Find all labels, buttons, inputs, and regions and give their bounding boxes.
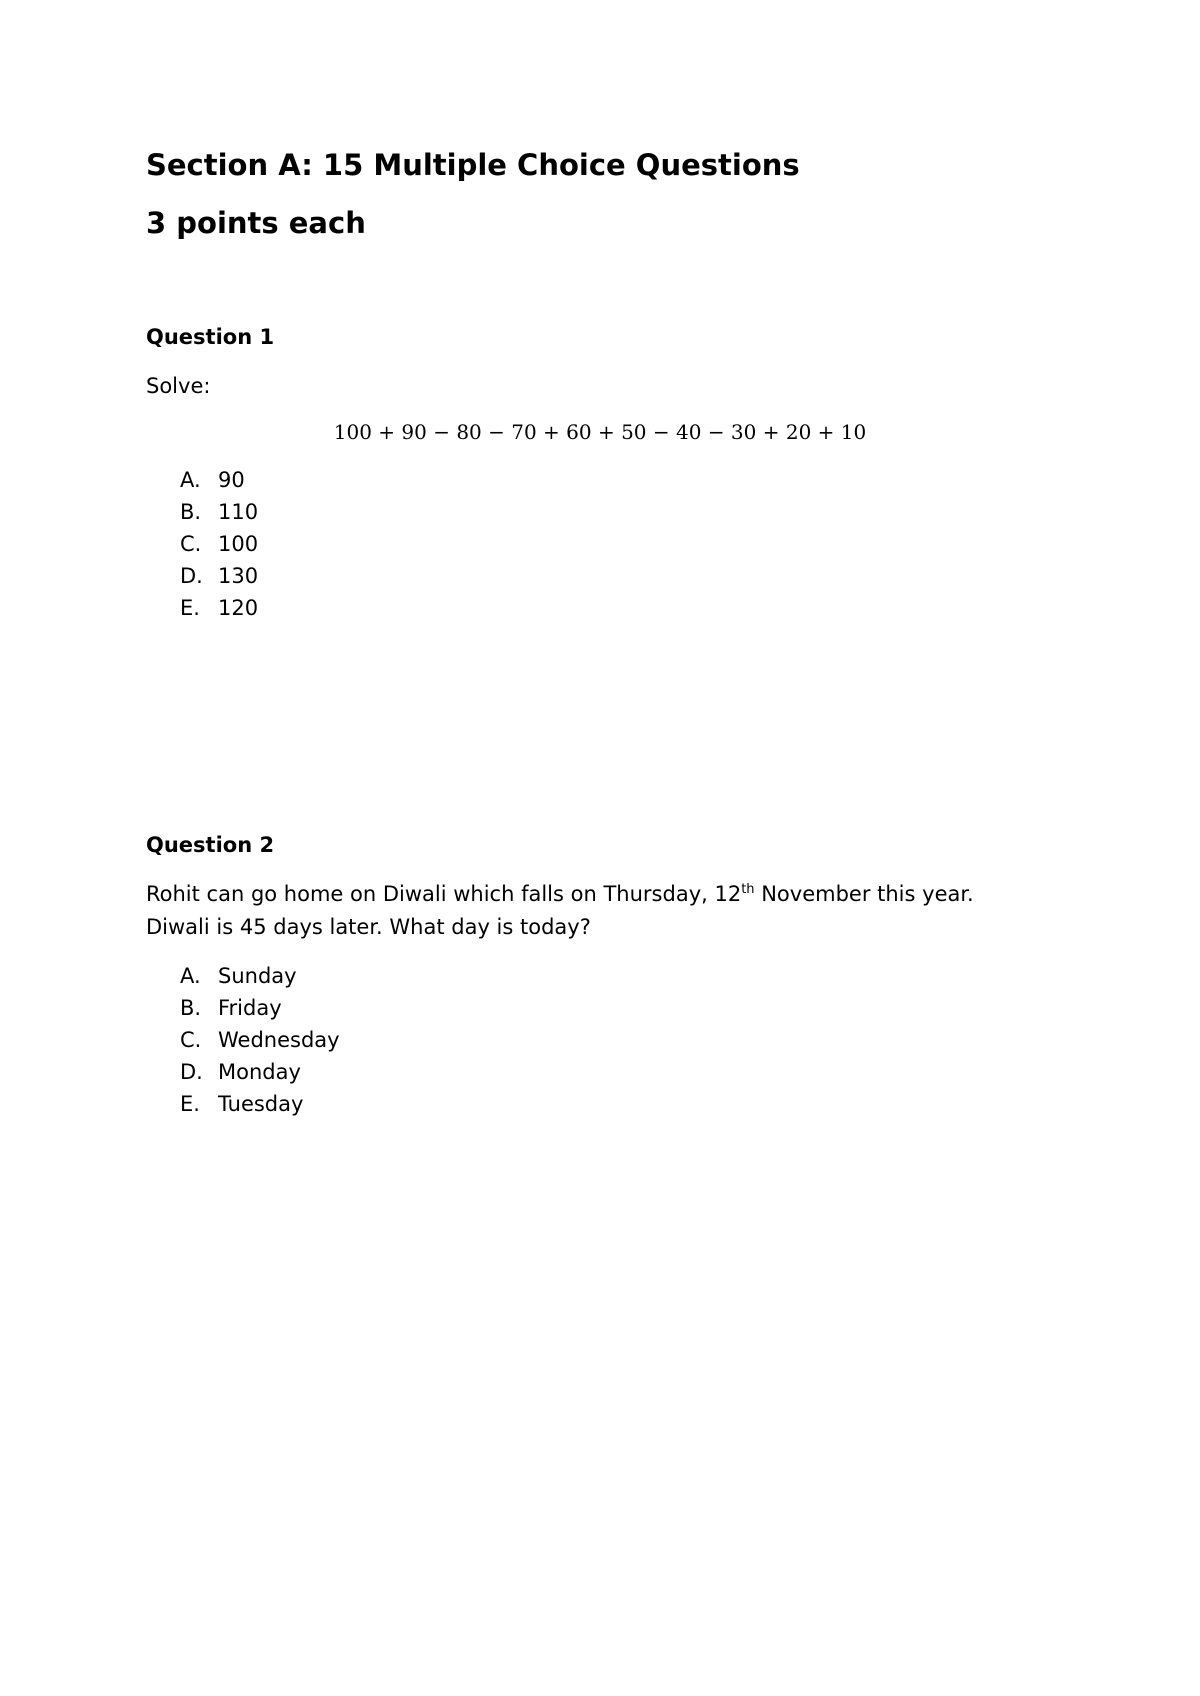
question-prompt bbox=[146, 878, 974, 944]
points-subtitle: 3 points each bbox=[146, 206, 366, 240]
prompt-line-1-start: Rohit can go home on Diwali which falls on Thursday, 12 bbox=[146, 882, 742, 906]
option-text: 100 bbox=[218, 532, 259, 556]
answer-options bbox=[180, 960, 340, 1120]
question-prompt: Solve: bbox=[146, 374, 211, 398]
option-c[interactable] bbox=[180, 1024, 340, 1056]
option-text: 110 bbox=[218, 500, 259, 524]
section-title: Section A: 15 Multiple Choice Questions bbox=[146, 148, 800, 182]
option-letter: E. bbox=[180, 596, 200, 620]
option-text: 130 bbox=[218, 564, 259, 588]
option-e[interactable] bbox=[180, 592, 258, 624]
option-letter: A. bbox=[180, 964, 201, 988]
question-title: Question 1 bbox=[146, 325, 275, 349]
option-letter: D. bbox=[180, 564, 203, 588]
option-d[interactable] bbox=[180, 560, 258, 592]
option-d[interactable] bbox=[180, 1056, 340, 1088]
option-b[interactable] bbox=[180, 992, 340, 1024]
option-e[interactable] bbox=[180, 1088, 340, 1120]
option-text: Tuesday bbox=[218, 1092, 304, 1116]
option-text: Monday bbox=[218, 1060, 301, 1084]
option-text: Friday bbox=[218, 996, 282, 1020]
option-text: Wednesday bbox=[218, 1028, 340, 1052]
answer-options bbox=[180, 464, 258, 624]
option-letter: B. bbox=[180, 996, 202, 1020]
prompt-line-1-end: November this year. bbox=[754, 882, 974, 906]
ordinal-suffix: th bbox=[741, 882, 755, 897]
math-equation: 100 + 90 − 80 − 70 + 60 + 50 − 40 − 30 + 20 + 10 bbox=[333, 420, 867, 444]
option-c[interactable] bbox=[180, 528, 258, 560]
option-letter: C. bbox=[180, 1028, 202, 1052]
option-a[interactable] bbox=[180, 464, 258, 496]
question-title: Question 2 bbox=[146, 833, 275, 857]
option-letter: C. bbox=[180, 532, 202, 556]
option-letter: B. bbox=[180, 500, 202, 524]
option-letter: E. bbox=[180, 1092, 200, 1116]
prompt-line-2: Diwali is 45 days later. What day is today? bbox=[146, 915, 591, 939]
option-b[interactable] bbox=[180, 496, 258, 528]
option-text: 120 bbox=[218, 596, 259, 620]
option-letter: D. bbox=[180, 1060, 203, 1084]
option-a[interactable] bbox=[180, 960, 340, 992]
option-text: 90 bbox=[218, 468, 245, 492]
option-text: Sunday bbox=[218, 964, 297, 988]
option-letter: A. bbox=[180, 468, 201, 492]
